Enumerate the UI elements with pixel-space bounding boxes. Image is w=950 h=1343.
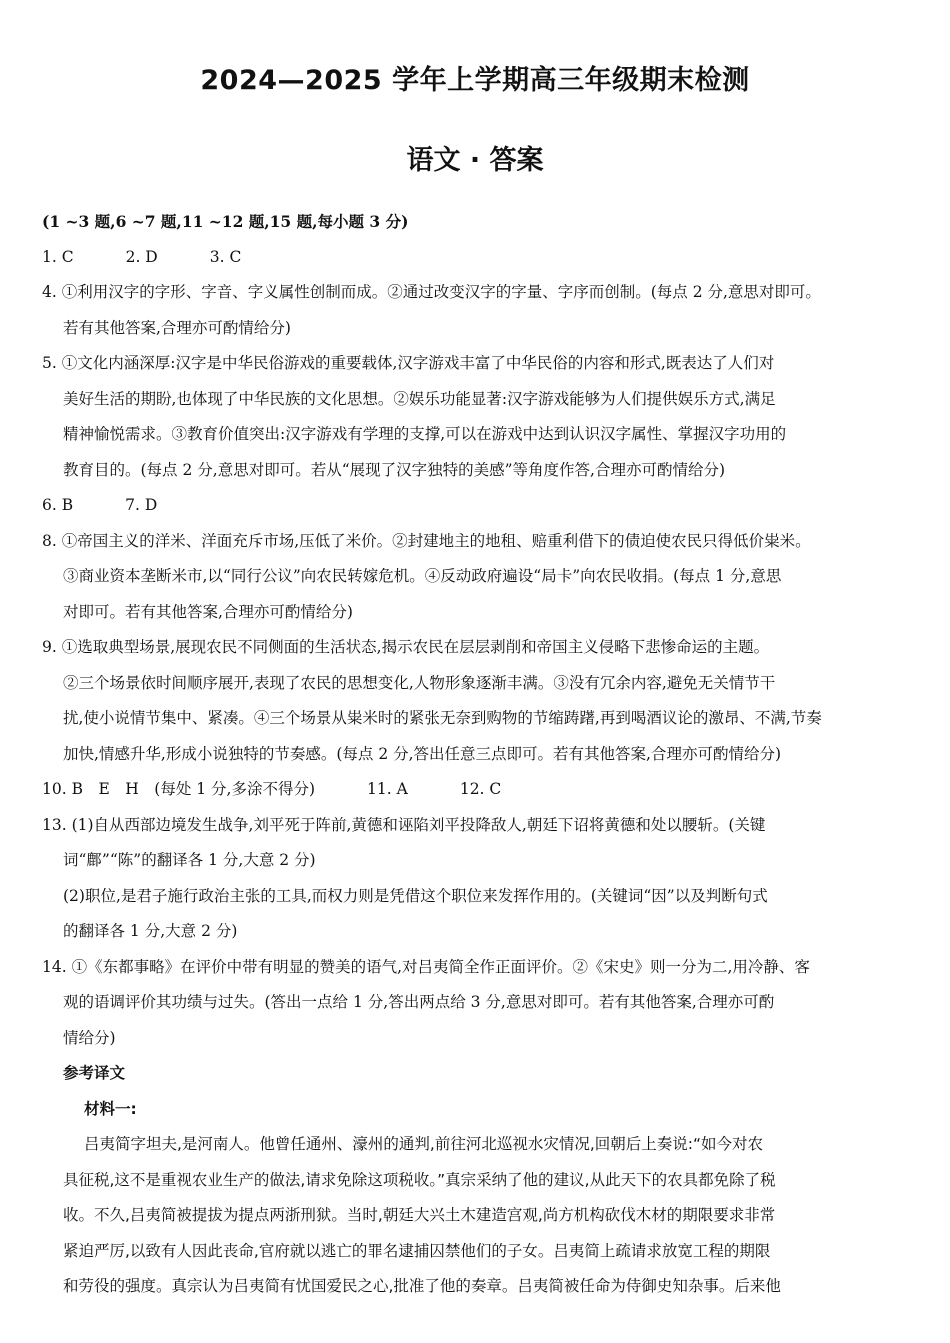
- translation-line: 紧迫严厉,以致有人因此丧命,官府就以逃亡的罪名逮捕囚禁他们的子女。吕夷简上疏请求放宽工程的期限: [63, 1241, 771, 1260]
- q13-line: 的翻译各 1 分,大意 2 分): [63, 922, 238, 940]
- q9-line: 9. ①选取典型场景,展现农民不同侧面的生活状态,揭示农民在层层剥削和帝国主义侵略下悲惨命运的主题。: [42, 638, 770, 656]
- q5-line: 精神愉悦需求。③教育价值突出:汉字游戏有学理的支撑,可以在游戏中达到认识汉字属性、掌握汉字功用的: [63, 425, 787, 443]
- q8-line: 8. ①帝国主义的洋米、洋面充斥市场,压低了米价。②封建地主的地租、赔重利借下的债迫使农民只得低价粜米。: [42, 531, 811, 550]
- q13-line: 13. (1)自从西部边境发生战争,刘平死于阵前,黄德和诬陷刘平投降敌人,朝廷下诏将黄德和处以腰斩。(关键: [42, 815, 766, 834]
- answer-1: 1. C: [42, 247, 74, 266]
- answer-10: 10. B E H (每处 1 分,多涂不得分): [42, 780, 316, 798]
- answers-10-12: [42, 772, 914, 808]
- translation-line: 和劳役的强度。真宗认为吕夷简有忧国爱民之心,批准了他的奏章。吕夷简被任命为侍御史知杂事。后来他: [63, 1277, 781, 1295]
- answer-body: [42, 204, 914, 1305]
- answer-12: 12. C: [459, 780, 502, 798]
- q8-line: 对即可。若有其他答案,合理亦可酌情给分): [63, 602, 353, 621]
- q14-line: 观的语调评价其功绩与过失。(答出一点给 1 分,答出两点给 3 分,意思对即可。若有其他答案,合理亦可酌: [63, 993, 775, 1011]
- q14-line: 14. ①《东都事略》在评价中带有明显的赞美的语气,对吕夷简全作正面评价。②《宋史》则一分为二,用冷静、客: [42, 957, 810, 976]
- page-subtitle: 语文 · 答案: [406, 145, 544, 176]
- answers-6-7: [42, 488, 914, 524]
- q9-line: ②三个场景依时间顺序展开,表现了农民的思想变化,人物形象逐渐丰满。③没有冗余内容,避免无关情节干: [63, 673, 776, 692]
- answer-11: 11. A: [367, 780, 408, 798]
- answer-2: 2. D: [125, 247, 158, 266]
- q4-line: 4. ①利用汉字的字形、字音、字义属性创制而成。②通过改变汉字的字量、字序而创制。(每点 2 分,意思对即可。: [42, 283, 821, 301]
- translation-line: 收。不久,吕夷简被提拔为提点两浙刑狱。当时,朝廷大兴土木建造宫观,尚方机构砍伐木材的期限要求非常: [63, 1206, 776, 1224]
- page-title: 2024—2025 学年上学期高三年级期末检测: [200, 65, 750, 96]
- material-label: 材料一:: [84, 1099, 137, 1118]
- q4-line: 若有其他答案,合理亦可酌情给分): [63, 318, 291, 337]
- q9-line: 加快,情感升华,形成小说独特的节奏感。(每点 2 分,答出任意三点即可。若有其他答案,合理亦可酌情给分): [63, 744, 782, 763]
- answer-3: 3. C: [209, 247, 242, 266]
- q5-line: 教育目的。(每点 2 分,意思对即可。若从“展现了汉字独特的美感”等角度作答,合理亦可酌情给分): [63, 460, 726, 479]
- q5-line: 美好生活的期盼,也体现了中华民族的文化思想。②娱乐功能显著:汉字游戏能够为人们提供娱乐方式,满足: [63, 389, 776, 408]
- answer-6: 6. B: [42, 496, 74, 514]
- q13-line: 词“鄜”“陈”的翻译各 1 分,大意 2 分): [63, 851, 316, 869]
- translation-line: 具征税,这不是重视农业生产的做法,请求免除这项税收。”真宗采纳了他的建议,从此天下的农具都免除了税: [63, 1170, 776, 1189]
- q5-line: 5. ①文化内涵深厚:汉字是中华民俗游戏的重要载体,汉字游戏丰富了中华民俗的内容和形式,既表达了人们对: [42, 354, 775, 372]
- q14-line: 情给分): [63, 1028, 116, 1047]
- answer-7: 7. D: [125, 496, 158, 514]
- answers-1-3: [42, 240, 914, 276]
- translation-line: 吕夷简字坦夫,是河南人。他曾任通州、濠州的通判,前往河北巡视水灾情况,回朝后上奏说:“如今对农: [84, 1135, 764, 1153]
- translation-heading: 参考译文: [63, 1064, 126, 1082]
- q13-line: (2)职位,是君子施行政治主张的工具,而权力则是凭借这个职位来发挥作用的。(关键词“因”以及判断句式: [63, 886, 768, 905]
- q9-line: 扰,使小说情节集中、紧凑。④三个场景从粜米时的紧张无奈到购物的节缩踌躇,再到喝酒议论的激昂、不满,节奏: [63, 709, 822, 727]
- scoring-note: (1 ~3 题,6 ~7 题,11 ~12 题,15 题,每小题 3 分): [42, 212, 409, 231]
- q8-line: ③商业资本垄断米市,以“同行公议”向农民转嫁危机。④反动政府遍设“局卡”向农民收捐。(每点 1 分,意思: [63, 567, 782, 585]
